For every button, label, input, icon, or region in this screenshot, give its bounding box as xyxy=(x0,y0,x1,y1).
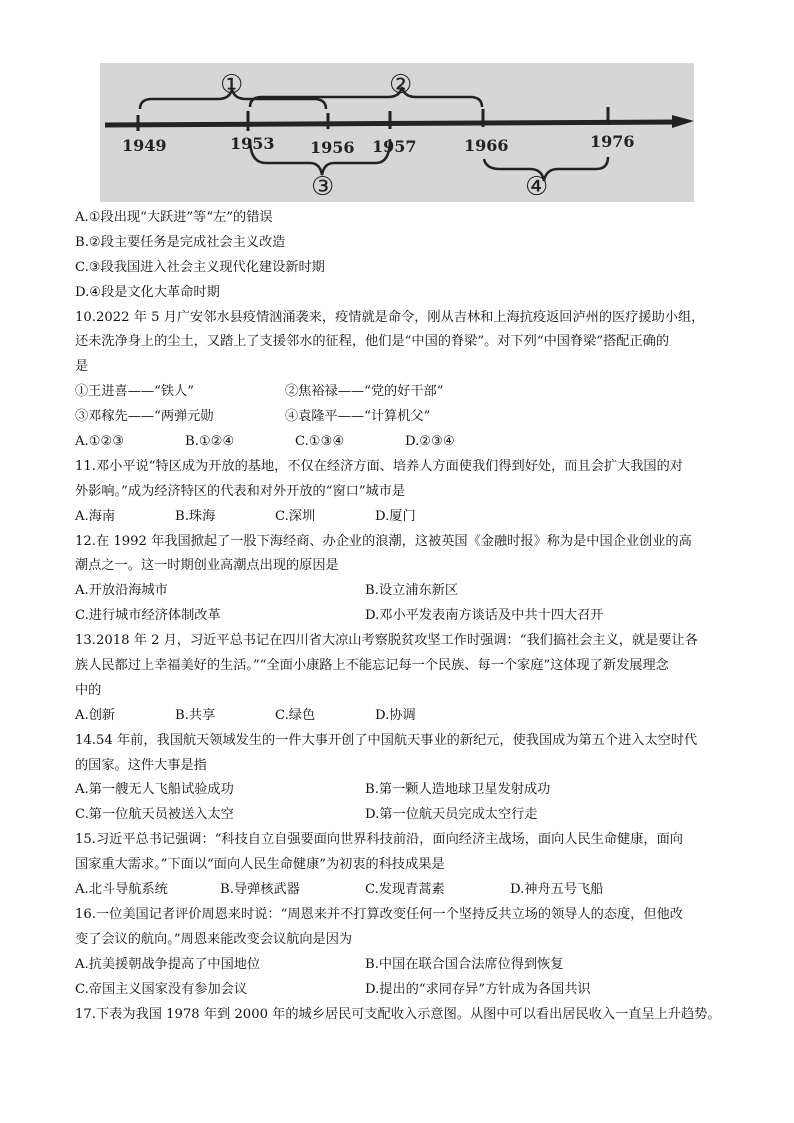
q15-option: B.导弹核武器 xyxy=(220,882,300,898)
year-label: 1976 xyxy=(590,132,635,151)
q15-option: A.北斗导航系统 xyxy=(75,882,168,898)
q16-option: A.抗美援朝战争提高了中国地位 xyxy=(75,956,261,972)
q10-item: ③邓稼先——“两弹元勋 xyxy=(75,409,214,425)
q13-option: C.绿色 xyxy=(275,707,316,723)
q14-option: A.第一艘无人飞船试验成功 xyxy=(75,782,234,798)
q10-stem-line: 是 xyxy=(75,359,89,375)
q10-item: ④袁隆平——“计算机父” xyxy=(285,409,431,425)
q10-items-row xyxy=(75,405,735,430)
q14-options-row xyxy=(75,778,735,803)
q13-option: D.协调 xyxy=(375,707,416,723)
q9-option-d: D.④段是文化大革命时期 xyxy=(75,284,220,300)
q13-options-row xyxy=(75,704,735,729)
q15-option: D.神舟五号飞船 xyxy=(510,882,604,898)
year-label: 1957 xyxy=(372,137,417,156)
q10-option: B.①②④ xyxy=(185,434,235,450)
question-list xyxy=(75,206,735,1027)
q16-options-row xyxy=(75,953,735,978)
q9-option-c: C.③段我国进入社会主义现代化建设新时期 xyxy=(75,259,325,275)
q10-option: C.①③④ xyxy=(295,434,345,450)
q11-option: C.深圳 xyxy=(275,508,316,524)
q10-option: D.②③④ xyxy=(405,434,455,450)
q16-stem-line: 变了会议的航向。”周恩来能改变会议航向是因为 xyxy=(75,931,353,947)
q15-option: C.发现青蒿素 xyxy=(365,882,445,898)
q11-option: A.海南 xyxy=(75,508,116,524)
q12-stem-line: 12.在 1992 年我国掀起了一股下海经商、办企业的浪潮，这被英国《金融时报》称为是中国企业创业的高 xyxy=(75,533,692,549)
q12-options-row xyxy=(75,579,735,604)
q14-stem-line: 14.54 年前，我国航天领域发生的一件大事开创了中国航天事业的新纪元，使我国成为第五个进入太空时代 xyxy=(75,732,698,748)
q10-item: ①王进喜——“铁人” xyxy=(75,384,194,400)
segment-label-4: ④ xyxy=(525,172,549,202)
q14-options-row xyxy=(75,803,735,828)
q10-options-row xyxy=(75,430,735,455)
timeline-figure xyxy=(100,63,694,202)
q11-option: B.珠海 xyxy=(175,508,216,524)
q12-stem-line: 潮点之一。这一时期创业高潮点出现的原因是 xyxy=(75,558,339,574)
q16-option: B.中国在联合国合法席位得到恢复 xyxy=(365,956,564,972)
q11-options-row xyxy=(75,505,735,530)
q9-option-a: A.①段出现“大跃进”等“左”的错误 xyxy=(75,210,273,225)
q16-stem-line: 16.一位美国记者评价周恩来时说：“周恩来并不打算改变任何一个坚持反共立场的领导人的态度，但他改 xyxy=(75,906,683,922)
q10-items-row xyxy=(75,380,735,405)
q12-option: C.进行城市经济体制改革 xyxy=(75,608,221,624)
q16-option: C.帝国主义国家没有参加会议 xyxy=(75,981,248,997)
q10-option: A.①②③ xyxy=(75,434,125,450)
q16-option: D.提出的“求同存异”方针成为各国共识 xyxy=(365,981,591,997)
segment-label-1: ① xyxy=(220,70,244,100)
q17-stem-line: 17.下表为我国 1978 年到 2000 年的城乡居民可支配收入示意图。从图中可以看出居民收入一直呈上升趋势。 xyxy=(75,1006,721,1022)
q16-options-row xyxy=(75,978,735,1003)
q14-option: D.第一位航天员完成太空行走 xyxy=(365,807,538,823)
q11-stem-line: 11.邓小平说“特区成为开放的基地，不仅在经济方面、培养人方面使我们得到好处，而且会扩大我国的对 xyxy=(75,458,683,474)
q11-stem-line: 外影响。”成为经济特区的代表和对外开放的“窗口”城市是 xyxy=(75,483,406,499)
q13-stem-line: 中的 xyxy=(75,682,102,698)
q12-option: A.开放沿海城市 xyxy=(75,583,168,599)
year-label: 1956 xyxy=(310,138,355,157)
q15-stem-line: 15.习近平总书记强调：“科技自立自强要面向世界科技前沿，面向经济主战场，面向人民生命健康，面向 xyxy=(75,832,683,848)
q10-stem-line: 还未洗净身上的尘土，又踏上了支援邻水的征程，他们是“中国的脊梁”。对下列“中国脊梁”搭配正确的 xyxy=(75,334,670,350)
year-label: 1953 xyxy=(230,134,275,153)
q10-item: ②焦裕禄——“党的好干部” xyxy=(285,384,444,400)
year-label: 1966 xyxy=(464,136,509,155)
segment-label-3: ③ xyxy=(311,172,335,202)
q14-stem-line: 的国家。这件大事是指 xyxy=(75,757,207,773)
year-label: 1949 xyxy=(122,136,167,155)
q13-option: B.共享 xyxy=(175,707,216,723)
q14-option: B.第一颗人造地球卫星发射成功 xyxy=(365,782,551,798)
q13-option: A.创新 xyxy=(75,707,116,723)
q15-options-row xyxy=(75,878,735,903)
q12-options-row xyxy=(75,604,735,629)
q9-option-b: B.②段主要任务是完成社会主义改造 xyxy=(75,234,286,250)
q12-option: D.邓小平发表南方谈话及中共十四大召开 xyxy=(365,608,604,624)
q14-option: C.第一位航天员被送入太空 xyxy=(75,807,234,823)
q13-stem-line: 13.2018 年 2 月，习近平总书记在四川省大凉山考察脱贫攻坚工作时强调：“我们搞社会主义，就是要让各 xyxy=(75,633,698,649)
q12-option: B.设立浦东新区 xyxy=(365,583,459,599)
q11-option: D.厦门 xyxy=(375,508,416,524)
q13-stem-line: 族人民都过上幸福美好的生活。”“全面小康路上不能忘记每一个民族、每一个家庭”这体现了新发展理念 xyxy=(75,658,669,674)
segment-label-2: ② xyxy=(389,70,413,100)
q10-stem-line: 10.2022 年 5 月广安邻水县疫情汹涌袭来，疫情就是命令，刚从吉林和上海抗疫返回泸州的医疗援助小组， xyxy=(75,309,705,325)
q15-stem-line: 国家重大需求。”下面以“面向人民生命健康”为初衷的科技成果是 xyxy=(75,857,445,873)
